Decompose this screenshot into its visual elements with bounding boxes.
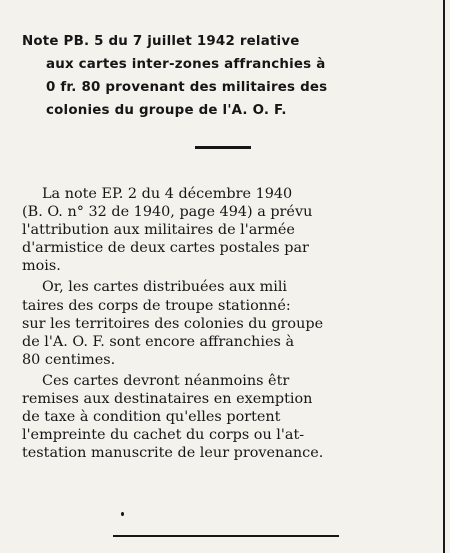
body-line: 80 centimes. <box>22 351 116 368</box>
body-line: Ces cartes devront néanmoins êtr <box>42 372 290 389</box>
body-line: La note EP. 2 du 4 décembre 1940 <box>42 186 293 202</box>
body-line: de l'A. O. F. sont encore affranchies à <box>22 333 295 350</box>
body-line: taires des corps de troupe stationné: <box>22 297 291 314</box>
heading-line: Note PB. 5 du 7 juillet 1942 relative <box>22 34 300 49</box>
heading-line: 0 fr. 80 provenant des militaires des <box>46 80 328 95</box>
footer-separator-rule <box>113 535 339 537</box>
paragraph-1 <box>22 185 442 275</box>
body-line: mois. <box>22 258 61 275</box>
body-line: (B. O. n° 32 de 1940, page 494) a prévu <box>22 204 313 221</box>
body-line: remises aux destinataires en exemption <box>22 391 313 408</box>
body-line: d'armistice de deux cartes postales par <box>22 240 309 257</box>
page-edge-line <box>443 0 445 553</box>
body-line: sur les territoires des colonies du groupe <box>22 315 324 332</box>
body-line: l'attribution aux militaires de l'armée <box>22 222 295 239</box>
note-heading <box>22 30 430 122</box>
heading-line: colonies du groupe de l'A. O. F. <box>46 103 287 118</box>
body-line: testation manuscrite de leur provenance. <box>22 445 324 462</box>
paragraph-3 <box>22 372 442 462</box>
note-body <box>22 185 442 462</box>
heading-separator-rule <box>195 146 251 149</box>
heading-line: aux cartes inter-zones affranchies à <box>46 57 326 72</box>
body-line: de taxe à condition qu'elles portent <box>22 409 281 426</box>
body-line: l'empreinte du cachet du corps ou l'at- <box>22 427 305 444</box>
paragraph-2 <box>22 278 442 368</box>
ink-dot <box>121 512 124 516</box>
body-line: Or, les cartes distribuées aux mili <box>42 279 288 296</box>
